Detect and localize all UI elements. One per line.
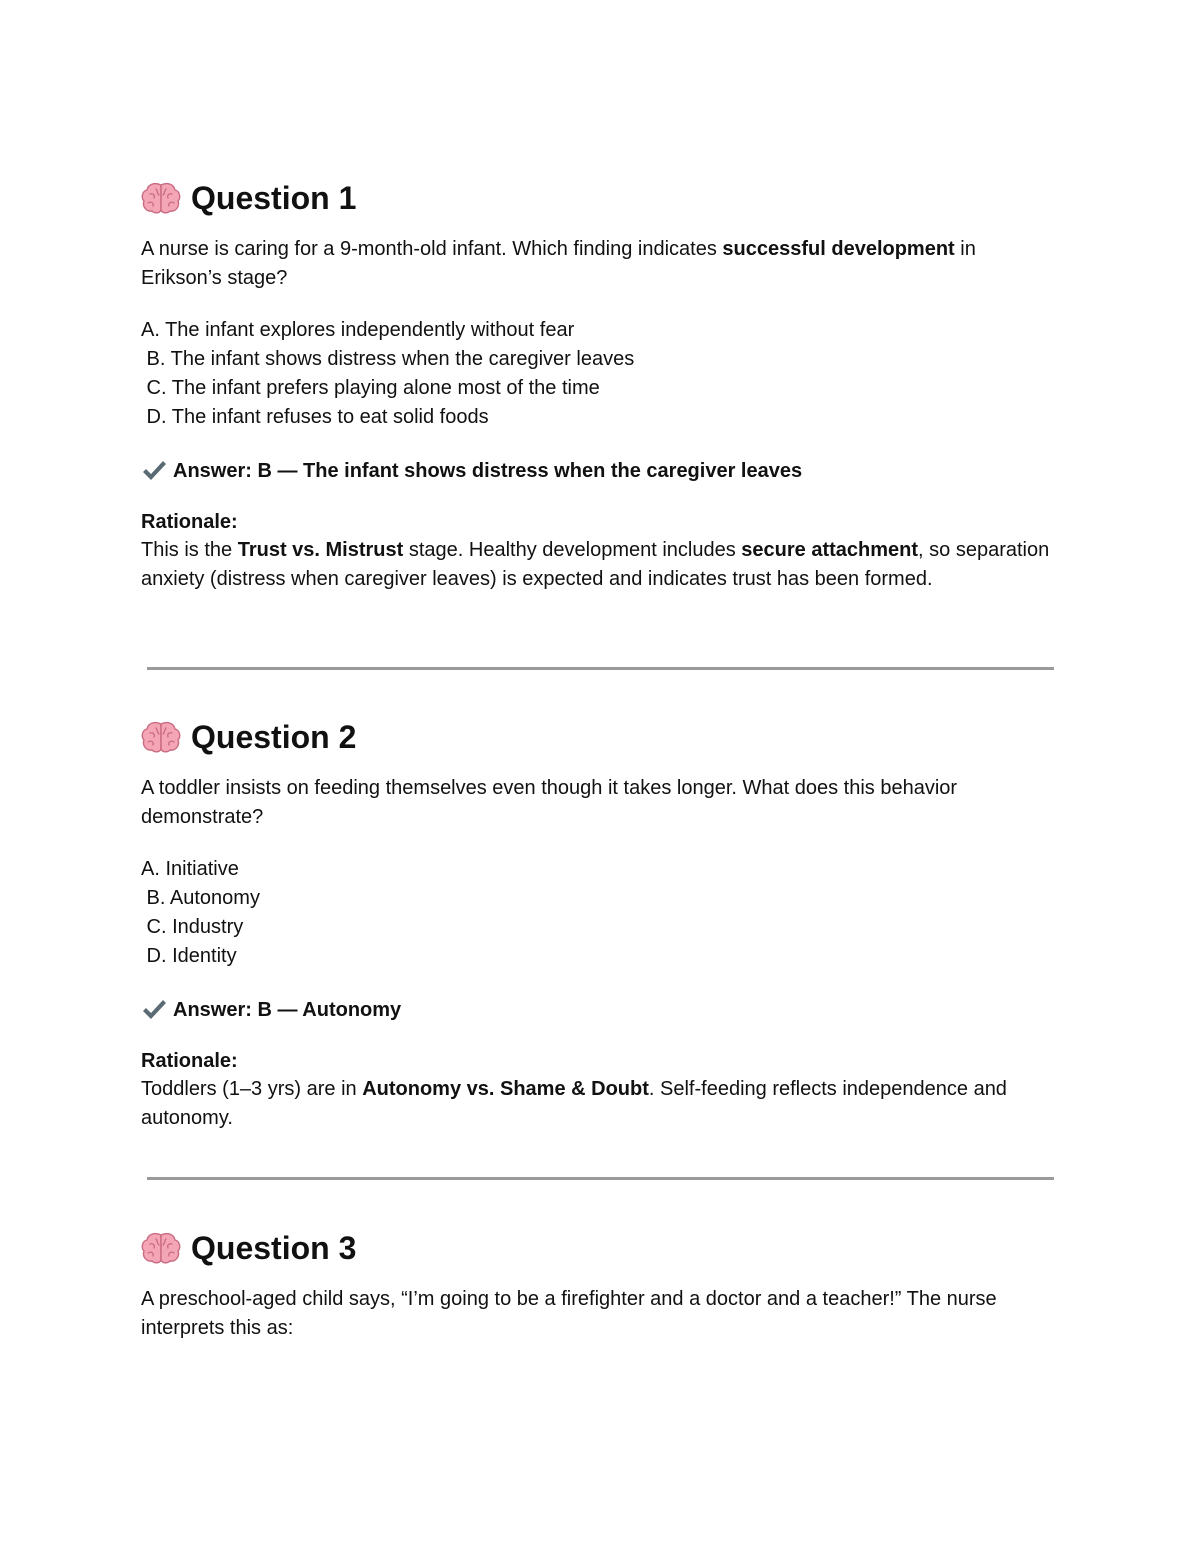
option-a: A. The infant explores independently without fear [141,319,575,341]
question-heading [141,1226,1053,1270]
question-1 [141,176,1053,593]
brain-icon [141,1231,181,1265]
answer-line [141,456,1053,486]
option-a: A. Initiative [141,858,239,880]
option-c: C. The infant prefers playing alone most of the time [141,377,600,399]
rationale-part: This is the [141,539,238,561]
question-text [141,1285,1053,1342]
check-mark-icon [141,998,167,1022]
answer-line [141,995,1053,1025]
option-b: B. Autonomy [141,887,260,909]
rationale-part: stage. Healthy development includes [403,539,742,561]
option-d: D. The infant refuses to eat solid foods [141,406,489,428]
option-c: C. Industry [141,916,244,938]
brain-icon [141,181,181,215]
option-b: B. The infant shows distress when the caregiver leaves [141,348,635,370]
rationale-emphasis: Trust vs. Mistrust [237,539,404,561]
rationale-label: Rationale: [141,511,238,533]
answer-text: Answer: B — The infant shows distress when the caregiver leaves [173,459,803,482]
question-title: Question 1 [191,179,357,216]
question-heading [141,176,1053,220]
question-text-part: A preschool-aged child says, “I’m going to be a firefighter and a doctor and a teacher!” The nurse interprets this as: [141,1288,997,1339]
question-text-part: A toddler insists on feeding themselves even though it takes longer. What does this behavior demonstrate? [141,777,958,828]
brain-icon [141,720,181,754]
rationale-label: Rationale: [141,1050,238,1072]
answer-options [141,316,1053,432]
rationale-emphasis: secure attachment [741,539,919,561]
question-text [141,235,1053,292]
question-title: Question 3 [191,1229,357,1266]
question-heading [141,715,1053,759]
rationale-part: , so separation anxiety (distress when caregiver leaves) is expected and indicates trust has been formed. [141,539,1050,590]
question-text-part: A nurse is caring for a 9-month-old infant. Which finding indicates [141,238,723,260]
rationale-text [141,536,1053,593]
answer-options [141,855,1053,971]
question-3 [141,1226,1053,1342]
question-text-part: in Erikson’s stage? [141,238,976,289]
section-divider [147,667,1054,670]
rationale-part: Toddlers (1–3 yrs) are in [141,1078,363,1100]
question-text-emphasis: successful development [722,238,955,260]
option-d: D. Identity [141,945,237,967]
rationale-part: . Self-feeding reflects independence and autonomy. [141,1078,1007,1129]
question-title: Question 2 [191,718,357,755]
question-text [141,774,1053,831]
section-divider [147,1177,1054,1180]
answer-text: Answer: B — Autonomy [173,998,402,1021]
check-mark-icon [141,459,167,483]
question-2 [141,715,1053,1132]
rationale-text [141,1075,1053,1132]
rationale-emphasis: Autonomy vs. Shame & Doubt [362,1078,649,1100]
